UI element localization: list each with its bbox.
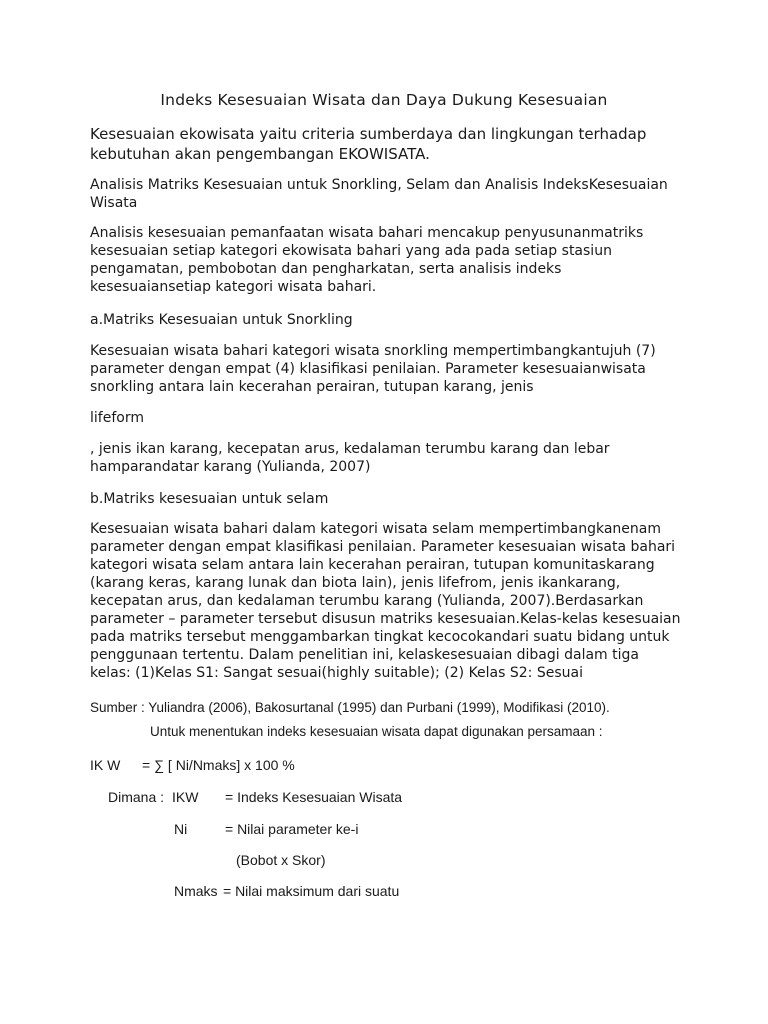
- nmaks-symbol: Nmaks: [174, 883, 218, 899]
- text-line: hamparandatar karang (Yulianda, 2007): [90, 459, 371, 475]
- ikw-definition: = Indeks Kesesuaian Wisata: [225, 789, 403, 805]
- text-line: parameter – parameter tersebut disusun matriks kesesuaian.Kelas-kelas kesesuaian: [90, 611, 681, 627]
- definition-ni-row: [174, 821, 474, 837]
- analysis-heading: [90, 176, 690, 212]
- document-title: Indeks Kesesuaian Wisata dan Daya Dukung Kesesuaian: [160, 91, 608, 109]
- text-line: kecepatan arus, dan kedalaman terumbu karang (Yulianda, 2007).Berdasarkan: [90, 593, 644, 609]
- dimana-label: Dimana :: [108, 789, 165, 805]
- text-line: Kesesuaian wisata bahari dalam kategori wisata selam mempertimbangkanenam: [90, 521, 661, 537]
- definition-nmaks-row: [174, 883, 474, 899]
- text-line: Analisis kesesuaian pemanfaatan wisata bahari mencakup penyusunanmatriks: [90, 225, 644, 241]
- text-line: kebutuhan akan pengembangan EKOWISATA.: [90, 145, 430, 163]
- section-a-continuation: [90, 440, 690, 476]
- text-line: kategori wisata selam antara lain kecerahan perairan, tutupan komunitaskarang: [90, 557, 655, 573]
- lifeform-term: lifeform: [90, 410, 144, 426]
- formula-rhs: = ∑ [ Ni/Nmaks] x 100 %: [142, 757, 295, 773]
- nmaks-definition: = Nilai maksimum dari suatu: [223, 883, 400, 899]
- ikw-symbol: IKW: [172, 789, 199, 805]
- intro-paragraph: [90, 124, 690, 164]
- text-line: pengamatan, pembobotan dan pengharkatan, serta analisis indeks: [90, 261, 562, 277]
- text-line: parameter dengan empat klasifikasi penilaian. Parameter kesesuaian wisata bahari: [90, 539, 676, 555]
- text-line: penggunaan tertentu. Dalam penelitian ini, kelaskesesuaian dibagi dalam tiga: [90, 647, 639, 663]
- section-a-heading: a.Matriks Kesesuaian untuk Snorkling: [90, 312, 353, 328]
- text-line: kesesuaiansetiap kategori wisata bahari.: [90, 279, 377, 295]
- ni-definition: = Nilai parameter ke-i: [225, 821, 359, 837]
- text-line: Kesesuaian wisata bahari kategori wisata snorkling mempertimbangkantujuh (7): [90, 343, 656, 359]
- section-b-heading: b.Matriks kesesuaian untuk selam: [90, 491, 329, 507]
- formula-intro: Untuk menentukan indeks kesesuaian wisata dapat digunakan persamaan :: [150, 724, 603, 739]
- formula-lhs: IK W: [90, 757, 121, 773]
- definition-ikw-row: [108, 789, 508, 805]
- text-line: Analisis Matriks Kesesuaian untuk Snorkling, Selam dan Analisis IndeksKesesuaian: [90, 177, 668, 193]
- text-line: (karang keras, karang lunak dan biota lain), jenis lifefrom, jenis ikankarang,: [90, 575, 621, 591]
- source-citation: Sumber : Yuliandra (2006), Bakosurtanal (1995) dan Purbani (1999), Modifikasi (2010).: [90, 700, 610, 715]
- text-line: snorkling antara lain kecerahan perairan, tutupan karang, jenis: [90, 379, 534, 395]
- ni-symbol: Ni: [174, 821, 188, 837]
- text-line: kesesuaian setiap kategori ekowisata bahari yang ada pada setiap stasiun: [90, 243, 612, 259]
- bobot-note: (Bobot x Skor): [236, 852, 326, 868]
- text-line: parameter dengan empat (4) klasifikasi penilaian. Parameter kesesuaianwisata: [90, 361, 646, 377]
- text-line: Wisata: [90, 195, 138, 211]
- text-line: Kesesuaian ekowisata yaitu criteria sumberdaya dan lingkungan terhadap: [90, 125, 647, 143]
- analysis-body-paragraph: [90, 224, 690, 296]
- text-line: kelas: (1)Kelas S1: Sangat sesuai(highly suitable); (2) Kelas S2: Sesuai: [90, 665, 583, 681]
- section-b-body-paragraph: [90, 520, 690, 682]
- text-line: , jenis ikan karang, kecepatan arus, kedalaman terumbu karang dan lebar: [90, 441, 610, 457]
- text-line: pada matriks tersebut menggambarkan tingkat kecocokandari suatu bidang untuk: [90, 629, 670, 645]
- formula-row: [90, 757, 390, 773]
- section-a-body-paragraph: [90, 342, 690, 396]
- definition-bobot-row: [236, 852, 436, 868]
